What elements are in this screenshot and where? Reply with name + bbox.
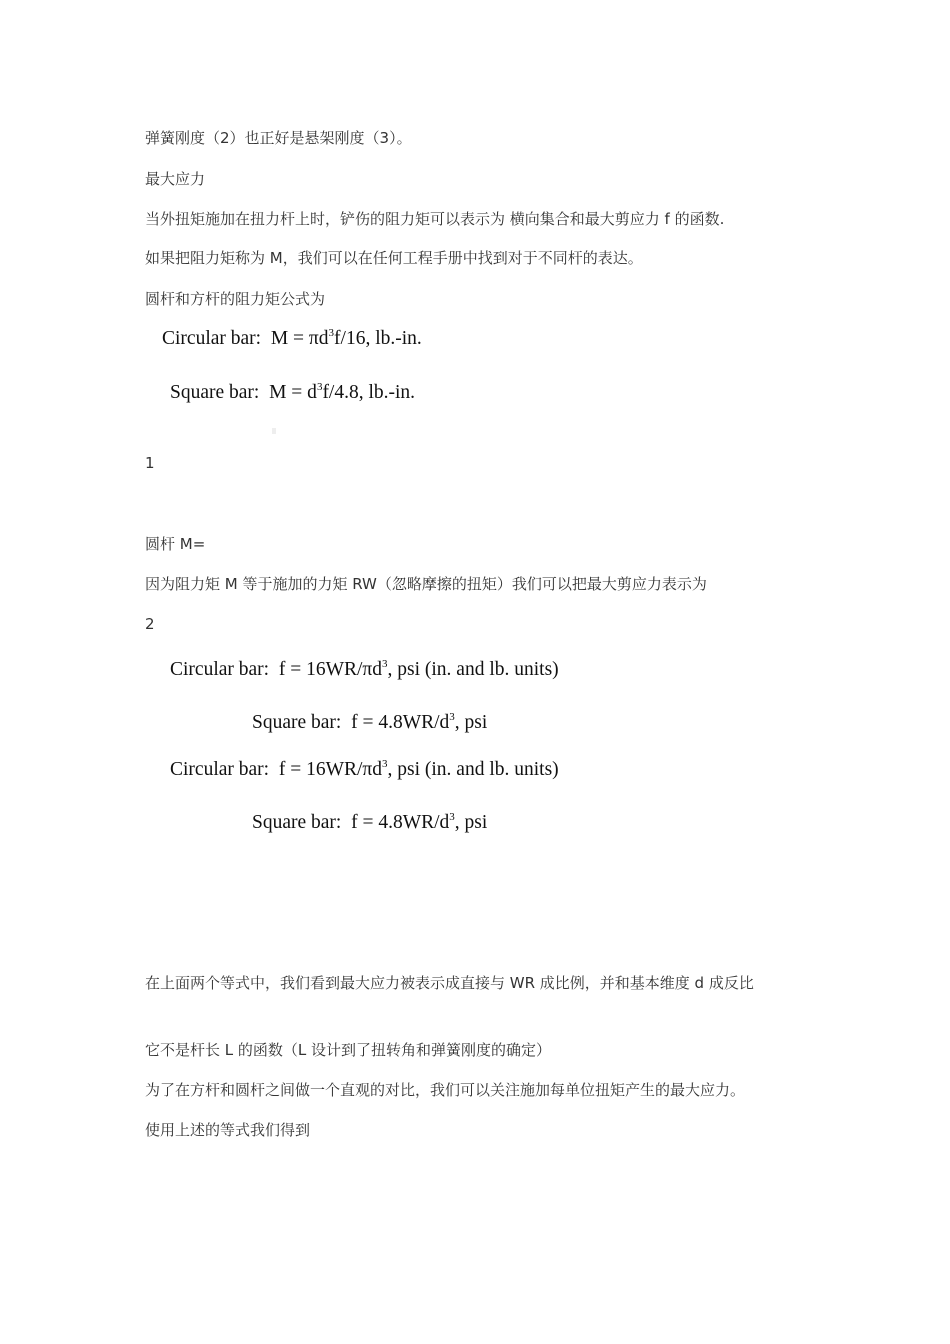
text-resisting-moment-intro: 当外扭矩施加在扭力杆上时，铲伤的阻力矩可以表示为 横向集合和最大剪应力 f 的函数. <box>145 210 725 228</box>
equation-tail: f/16, lb.-in. <box>334 328 422 349</box>
equation-tail: f/4.8, lb.-in. <box>322 382 416 403</box>
equation-stress-square-2 <box>252 812 487 834</box>
text-using-equations: 使用上述的等式我们得到 <box>145 1121 311 1139</box>
equation-tail: , psi <box>454 812 488 833</box>
equation-label: Square bar: <box>252 812 342 833</box>
text-comparison: 为了在方杆和圆杆之间做一个直观的对比，我们可以关注施加每单位扭矩产生的最大应力。 <box>145 1081 746 1099</box>
text-circular-m: 圆杆 M= <box>145 535 206 553</box>
image-artifact <box>272 428 276 434</box>
equation-moment-square <box>170 382 415 404</box>
equation-stress-circular-1 <box>170 659 559 681</box>
equation-exponent: 3 <box>328 327 335 339</box>
equation-label: Circular bar: <box>170 659 270 680</box>
equation-body: f = 16WR/πd <box>278 759 383 780</box>
text-number-1: 1 <box>145 454 155 472</box>
text-moment-m: 如果把阻力矩称为 M，我们可以在任何工程手册中找到对于不同杆的表达。 <box>145 249 643 267</box>
equation-exponent: 3 <box>382 658 388 670</box>
text-proportional-conclusion: 在上面两个等式中，我们看到最大应力被表示成直接与 WR 成比例，并和基本维度 d 成反比 <box>145 974 754 992</box>
equation-stress-circular-2 <box>170 759 559 781</box>
equation-exponent: 3 <box>449 711 455 723</box>
equation-stress-square-1 <box>252 712 487 734</box>
equation-tail: , psi (in. and lb. units) <box>387 759 559 780</box>
equation-exponent: 3 <box>316 381 323 393</box>
equation-tail: , psi <box>454 712 488 733</box>
equation-label: Circular bar: <box>170 759 270 780</box>
equation-body: M = πd <box>270 328 329 349</box>
equation-exponent: 3 <box>382 758 388 770</box>
equation-exponent: 3 <box>449 811 455 823</box>
text-not-length-function: 它不是杆长 L 的函数（L 设计到了扭转角和弹簧刚度的确定） <box>145 1041 552 1059</box>
text-spring-stiffness: 弹簧刚度（2）也正好是悬架刚度（3）。 <box>145 129 412 147</box>
equation-label: Circular bar: <box>162 328 262 349</box>
equation-tail: , psi (in. and lb. units) <box>387 659 559 680</box>
text-formula-intro: 圆杆和方杆的阻力矩公式为 <box>145 290 326 308</box>
equation-moment-circular <box>162 328 422 350</box>
equation-label: Square bar: <box>252 712 342 733</box>
equation-body: f = 4.8WR/d <box>351 812 450 833</box>
equation-body: M = d <box>269 382 317 403</box>
text-stress-intro: 因为阻力矩 M 等于施加的力矩 RW（忽略摩擦的扭矩）我们可以把最大剪应力表示为 <box>145 575 707 593</box>
equation-label: Square bar: <box>170 382 260 403</box>
equation-body: f = 4.8WR/d <box>351 712 450 733</box>
equation-body: f = 16WR/πd <box>278 659 383 680</box>
heading-max-stress: 最大应力 <box>145 170 206 188</box>
text-number-2: 2 <box>145 615 155 633</box>
